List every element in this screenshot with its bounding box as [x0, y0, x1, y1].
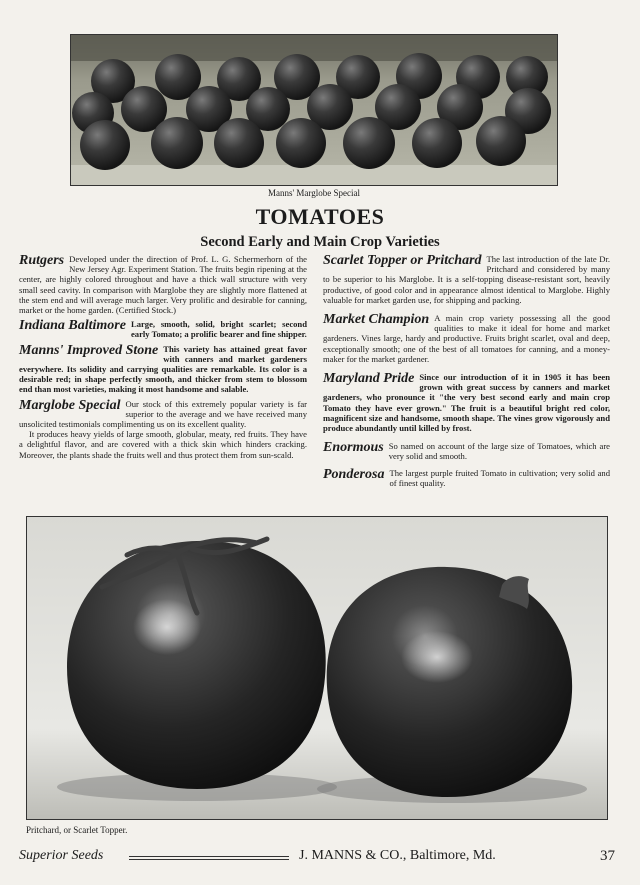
page-title: TOMATOES	[255, 204, 385, 229]
variety-description: Since our introduction of it in 1905 it has been grown with great success by canners and market gardeners, who pronounce it "the very best second early and main crop Tomato they have ever grown." The fruit is a beautiful bright red color, magnificent size and handsome, smooth shape. The vines grow vigorously and produce abundantly until killed by frost.	[323, 372, 610, 434]
top-photo-caption: Manns' Marglobe Special	[268, 188, 360, 198]
variety-name: Manns' Improved Stone	[19, 342, 159, 358]
variety-description: This variety has attained great favor with canners and market gardeners everywhere. Its solidity and carrying qualities are remarkable. Its color is a desirable red; in shape perfectly smooth, and thicker from stem to blossom end than most varieties, making it most handsome and salable.	[19, 343, 307, 395]
variety-maryland-pride	[323, 372, 610, 433]
variety-ponderosa	[323, 468, 610, 488]
variety-description: The largest purple fruited Tomato in cultivation; very solid and of finest quality.	[389, 467, 610, 488]
variety-name: Scarlet Topper or Pritchard	[323, 253, 482, 268]
footer-rule	[129, 856, 289, 860]
variety-description: Our stock of this extremely popular variety is far superior to the average and we have received many unsolicited testimonials complimenting us on its excellent quality.	[19, 398, 307, 430]
variety-market-champion	[323, 313, 610, 364]
page-number: 37	[600, 848, 615, 864]
variety-name: Indiana Baltimore	[19, 318, 126, 334]
variety-name: Ponderosa	[323, 466, 385, 482]
variety-name: Enormous	[323, 440, 384, 456]
variety-description: The last introduction of the late Dr. Pritchard and considered by many to be superior to his Marglobe. It is a self-topping disease-resistant sort, heavily productive, of good color and in appearance almost identical to Marglobe. Highly valuable for market garden use, for shipping and packing.	[323, 254, 610, 305]
variety-description: A main crop variety possessing all the good qualities to make it ideal for home and market gardeners. Vines large, hardy and productive. Fruits bright scarlet, oval and deep, exceptionally smooth; one of the best of all tomatoes for canning, and a money-maker for the market gardener.	[323, 313, 610, 364]
variety-description: Developed under the direction of Prof. L. G. Schermerhorn of the New Jersey Agr. Experiment Station. The fruits begin ripening at the center, are highly colored throughout and have a thick wall structure with very small seed cavity. In comparison with Marglobe they are slightly more flattened at the stem end and will average much larger. Very prolific and desirable for canning, market or the home garden. (Certified Stock.)	[19, 254, 307, 316]
tomato-rows-illustration	[71, 35, 557, 185]
variety-name: Maryland Pride	[323, 371, 415, 387]
footer-brand: Superior Seeds	[19, 848, 104, 863]
variety-name: Marglobe Special	[19, 397, 121, 413]
variety-scarlet-topper	[323, 254, 610, 305]
tomatoes-photo-bottom	[26, 516, 608, 820]
variety-name: Market Champion	[323, 312, 430, 328]
page-footer	[19, 848, 615, 868]
footer-company: J. MANNS & CO., Baltimore, Md.	[299, 848, 496, 863]
variety-description-continued: It produces heavy yields of large smooth, globular, meaty, red fruits. They have a delightful flavor, and are covered with a thick skin which hinders cracking. Moreover, the plants shade the fruits well and thus protect them from sun-scald.	[19, 429, 307, 460]
bottom-photo-caption: Pritchard, or Scarlet Topper.	[26, 825, 128, 835]
variety-description: So named on account of the large size of Tomatoes, which are very solid and smooth.	[388, 441, 610, 462]
two-tomatoes-illustration	[27, 517, 607, 819]
page-subtitle: Second Early and Main Crop Varieties	[200, 234, 440, 250]
tomatoes-photo-top	[70, 34, 558, 186]
left-column	[19, 254, 307, 464]
right-column	[323, 254, 610, 492]
variety-description: Large, smooth, solid, bright scarlet; second early Tomato; a prolific bearer and fine shipper.	[130, 319, 307, 340]
variety-enormous	[323, 441, 610, 461]
variety-indiana-baltimore	[19, 319, 307, 339]
variety-manns-improved-stone	[19, 344, 307, 395]
variety-name: Rutgers	[19, 253, 65, 268]
variety-rutgers	[19, 254, 307, 315]
variety-marglobe-special	[19, 399, 307, 460]
